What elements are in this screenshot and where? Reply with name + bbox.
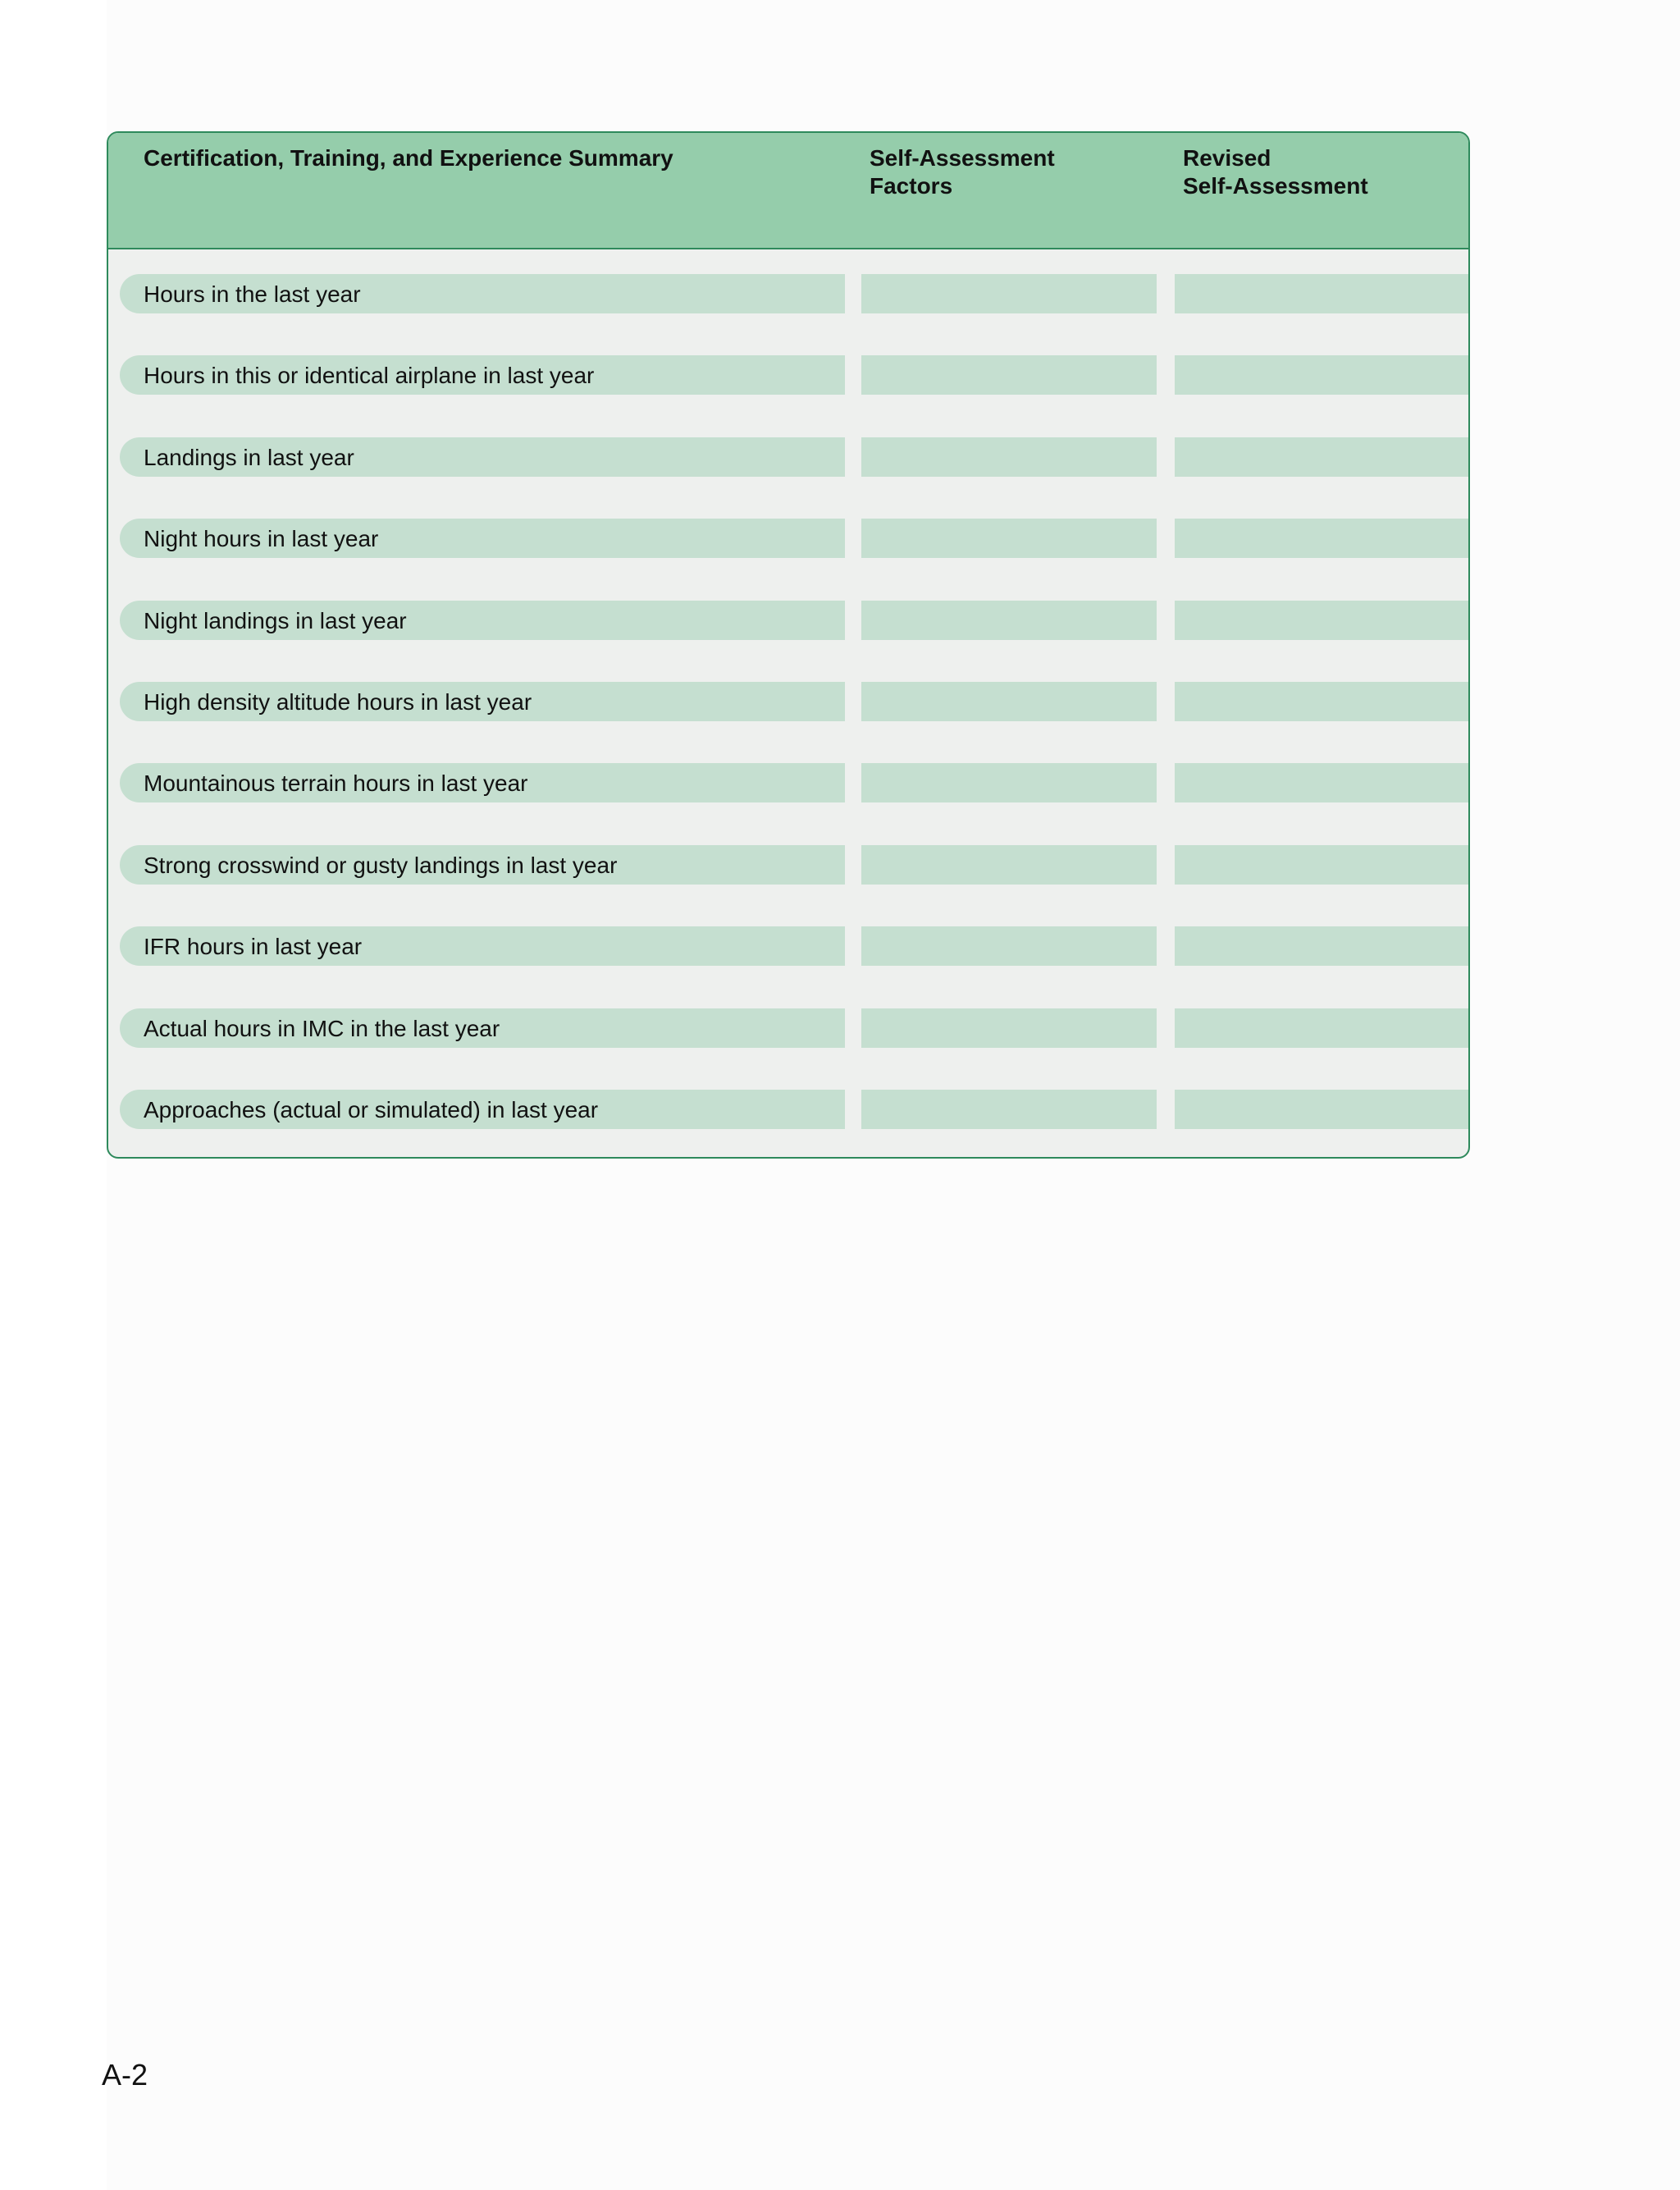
- table-row: [108, 926, 1468, 967]
- self-assessment-factor-field[interactable]: [861, 601, 1157, 640]
- table-row: [108, 1090, 1468, 1131]
- self-assessment-factor-field[interactable]: [861, 1090, 1157, 1129]
- header-revised-line2: Self-Assessment: [1183, 173, 1368, 199]
- row-label: Approaches (actual or simulated) in last year: [144, 1097, 599, 1122]
- page-number: A-2: [102, 2058, 148, 2092]
- revised-self-assessment-field[interactable]: [1175, 437, 1470, 477]
- revised-self-assessment-field[interactable]: [1175, 926, 1470, 966]
- header-revised-line1: Revised: [1183, 145, 1271, 171]
- header-summary: Certification, Training, and Experience Summary: [144, 145, 673, 171]
- table-row: [108, 1008, 1468, 1049]
- revised-self-assessment-field[interactable]: [1175, 1008, 1470, 1048]
- self-assessment-factor-field[interactable]: [861, 519, 1157, 558]
- self-assessment-factor-field[interactable]: [861, 682, 1157, 721]
- table-row: [108, 845, 1468, 886]
- self-assessment-factor-field[interactable]: [861, 355, 1157, 395]
- form-header: [108, 133, 1468, 249]
- self-assessment-factor-field[interactable]: [861, 1008, 1157, 1048]
- self-assessment-factor-field[interactable]: [861, 845, 1157, 885]
- row-label: Strong crosswind or gusty landings in last year: [144, 853, 618, 878]
- row-label: Hours in the last year: [144, 281, 361, 307]
- table-row: [108, 437, 1468, 478]
- row-label: Actual hours in IMC in the last year: [144, 1016, 500, 1041]
- revised-self-assessment-field[interactable]: [1175, 355, 1470, 395]
- self-assessment-factor-field[interactable]: [861, 926, 1157, 966]
- table-row: [108, 763, 1468, 804]
- experience-summary-form: [107, 131, 1470, 1159]
- row-label: High density altitude hours in last year: [144, 689, 532, 715]
- table-row: [108, 274, 1468, 315]
- table-row: [108, 601, 1468, 642]
- row-label: Night landings in last year: [144, 608, 407, 633]
- row-label: Landings in last year: [144, 445, 354, 470]
- revised-self-assessment-field[interactable]: [1175, 274, 1470, 313]
- self-assessment-factor-field[interactable]: [861, 437, 1157, 477]
- row-label: IFR hours in last year: [144, 934, 363, 959]
- row-label: Hours in this or identical airplane in last year: [144, 363, 595, 388]
- table-row: [108, 355, 1468, 396]
- header-factors-line2: Factors: [870, 173, 953, 199]
- revised-self-assessment-field[interactable]: [1175, 601, 1470, 640]
- row-label: Mountainous terrain hours in last year: [144, 770, 528, 796]
- table-row: [108, 519, 1468, 560]
- self-assessment-factor-field[interactable]: [861, 763, 1157, 802]
- header-revised-self-assessment: [1183, 144, 1368, 200]
- revised-self-assessment-field[interactable]: [1175, 1090, 1470, 1129]
- revised-self-assessment-field[interactable]: [1175, 763, 1470, 802]
- revised-self-assessment-field[interactable]: [1175, 519, 1470, 558]
- table-row: [108, 682, 1468, 723]
- revised-self-assessment-field[interactable]: [1175, 845, 1470, 885]
- revised-self-assessment-field[interactable]: [1175, 682, 1470, 721]
- header-factors-line1: Self-Assessment: [870, 145, 1055, 171]
- self-assessment-factor-field[interactable]: [861, 274, 1157, 313]
- row-label: Night hours in last year: [144, 526, 379, 551]
- header-self-assessment-factors: [870, 144, 1055, 200]
